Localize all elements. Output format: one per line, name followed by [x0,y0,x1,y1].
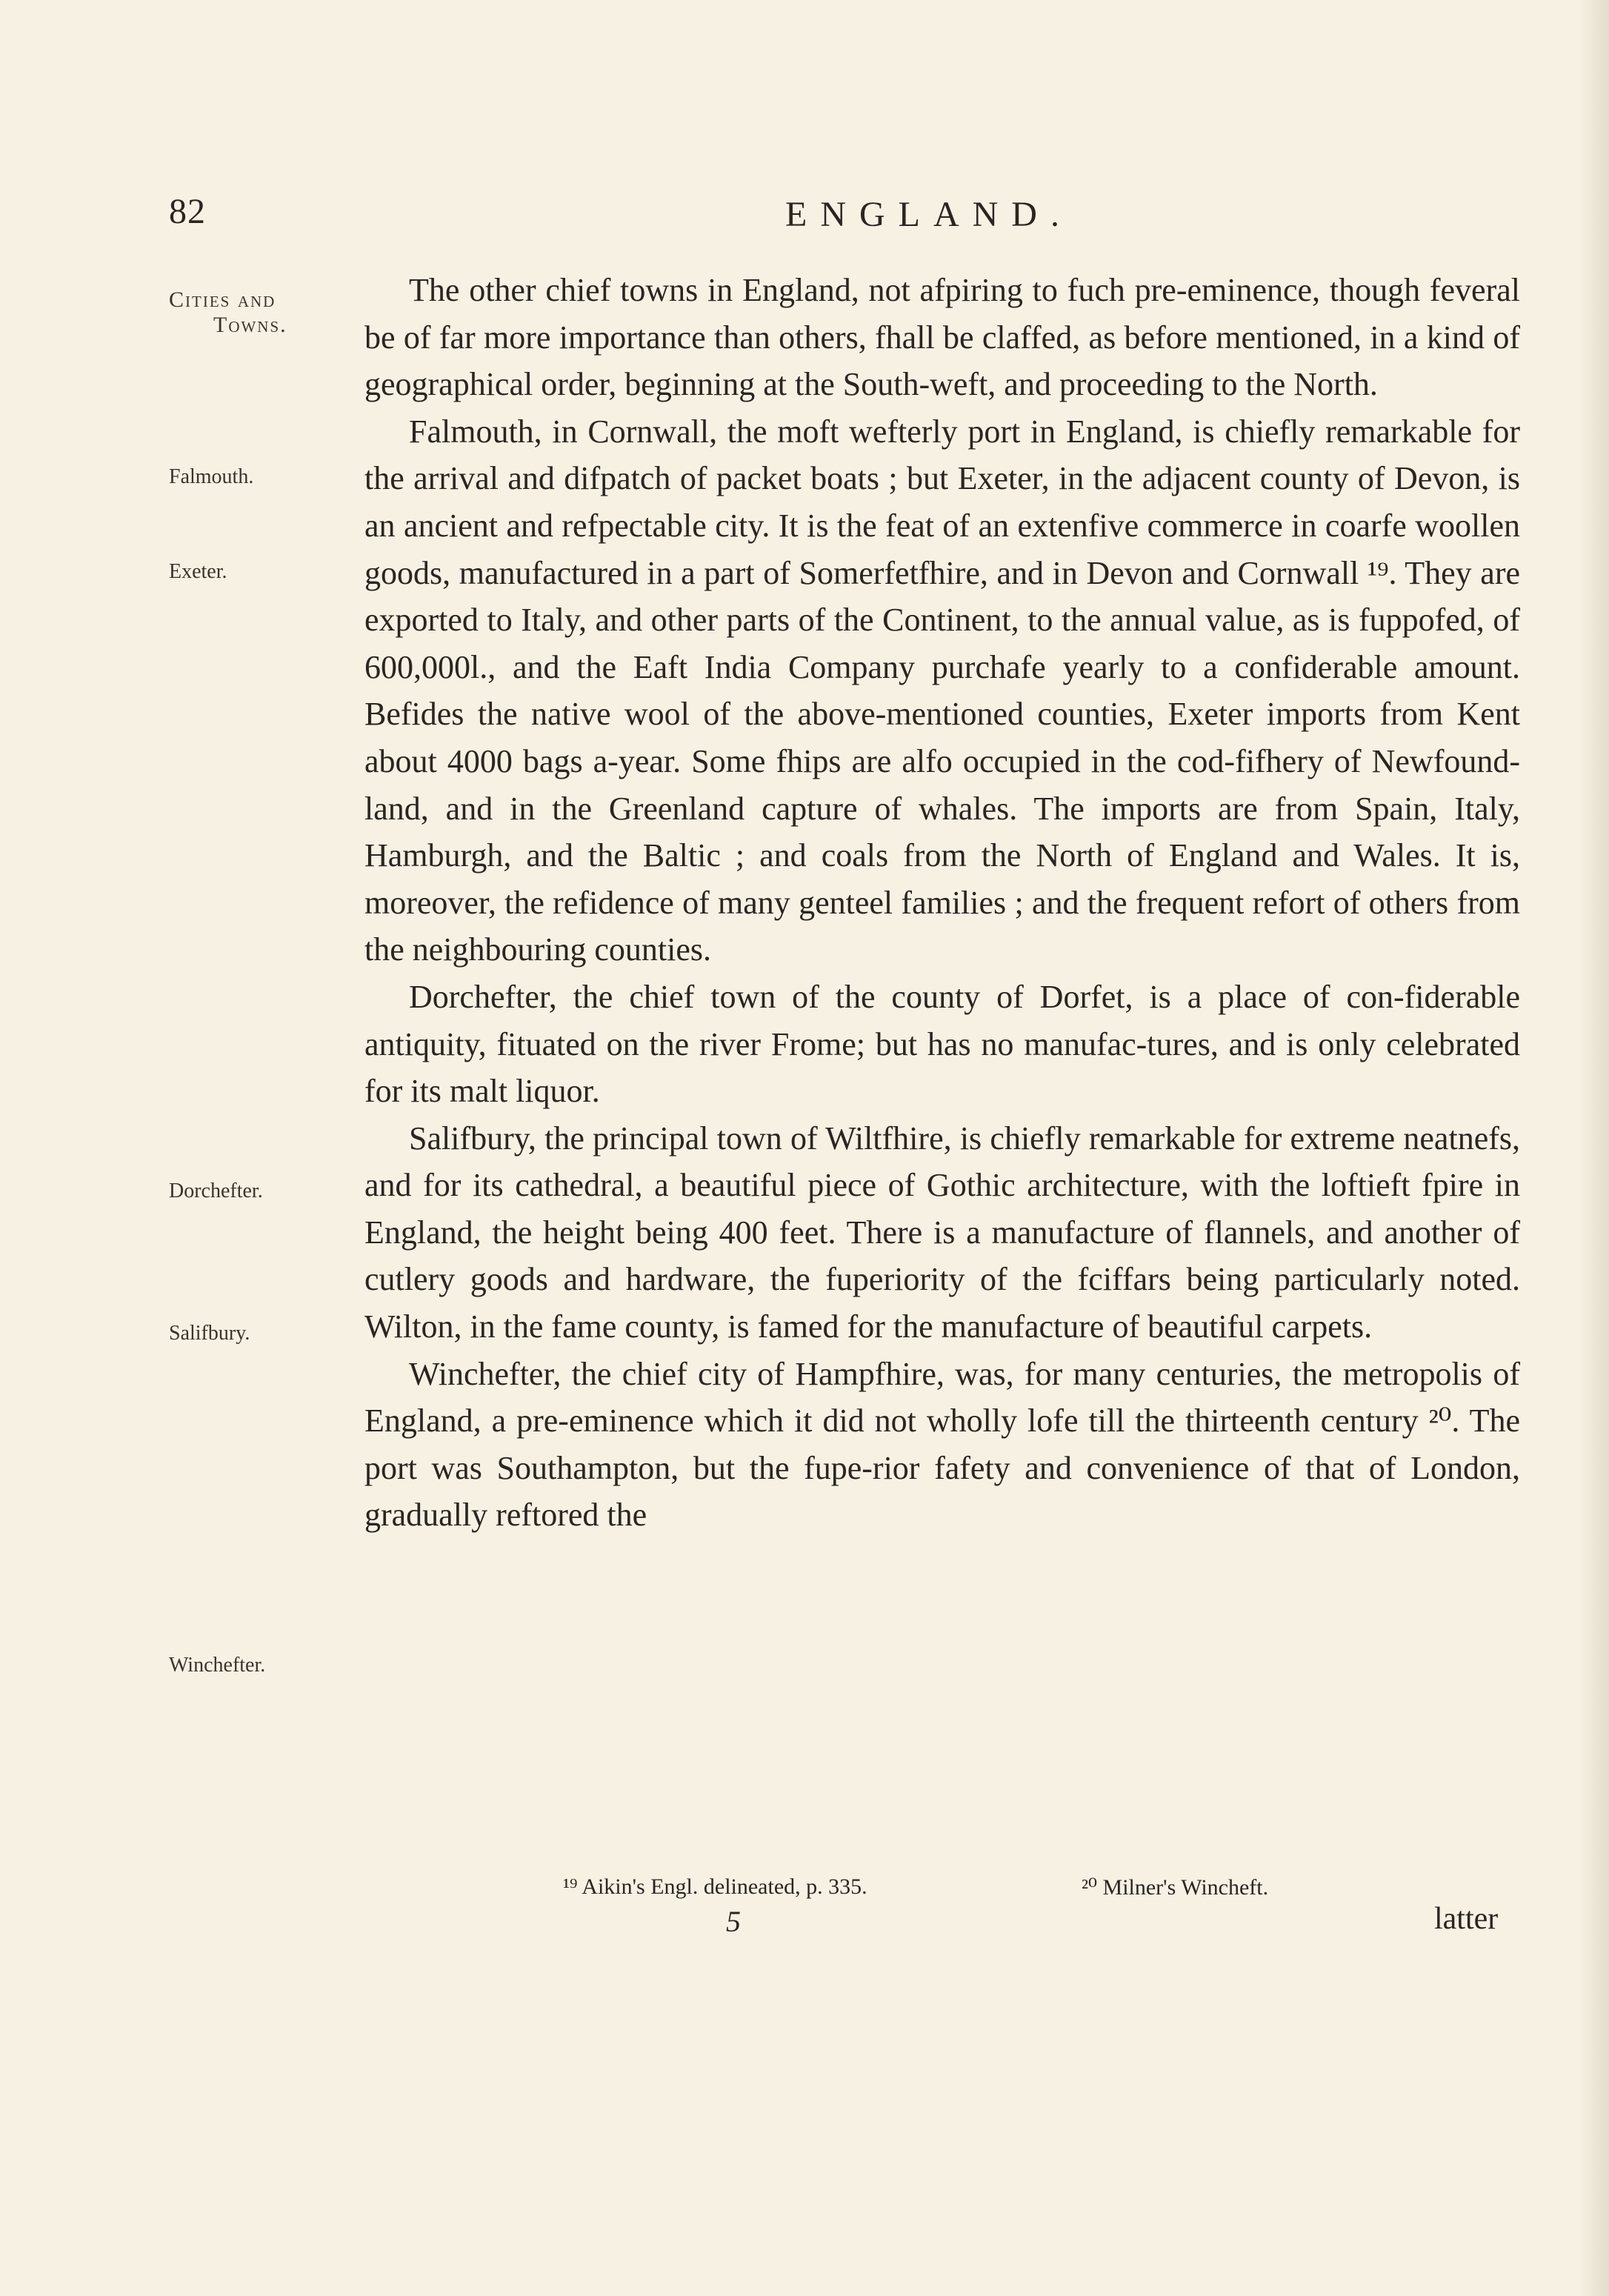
margin-note-line: Towns. [213,313,287,337]
footnote-19: ¹⁹ Aikin's Engl. delineated, p. 335. [563,1874,867,1899]
paragraph-falmouth-exeter: Falmouth, in Cornwall, the moft wefterly port in England, is chiefly remarkable for the arrival and difpatch of packet boats ; but Exeter, in the adjacent county of Devon, is an ancient and refpectable city. It is the feat of an extenfive commerce in coarfe woollen goods, manufactured in a part of Somerfetfhire, and in Devon and Cornwall ¹⁹. They are exported to Italy, and other parts of the Continent, to the annual value, as is fuppofed, of 600,000l., and the Eaft India Company purchafe yearly to a confiderable amount. Befides the native wool of the above-mentioned counties, Exeter imports from Kent about 4000 bags a-year. Some fhips are alfo occupied in the cod-fifhery of Newfound-land, and in the Greenland capture of whales. The imports are from Spain, Italy, Hamburgh, and the Baltic ; and coals from the North of England and Wales. It is, moreover, the refidence of many genteel families ; and the frequent refort of others from the neighbouring counties. [364,413,1520,968]
paragraph-salisbury: Salifbury, the principal town of Wiltfhire, is chiefly remarkable for extreme neatnefs, and for its cathedral, a beautiful piece of Gothic architecture, with the loftieft fpire in England, the height being 400 feet. There is a manufacture of flannels, and another of cutlery goods and hardware, the fuperiority of the fciffars being particularly noted. Wilton, in the fame county, is famed for the manufacture of beautiful carpets. [364,1119,1520,1345]
running-head: ENGLAND. [785,195,1073,234]
page-edge-shadow [1579,0,1609,2296]
margin-note-falmouth: Falmouth. [169,465,254,488]
catchword: latter [1434,1902,1499,1936]
margin-note-salisbury: Salifbury. [169,1322,250,1345]
margin-note-exeter: Exeter. [169,560,227,583]
margin-note-line: Cities and [169,287,276,312]
page-number: 82 [169,192,206,231]
main-text [364,267,1520,1539]
margin-note-dorchester: Dorchefter. [169,1179,263,1202]
margin-note-winchester: Winchefter. [169,1654,266,1677]
paragraph-winchester: Winchefter, the chief city of Hampfhire, was, for many centuries, the metropolis of England, a pre-eminence which it did not wholly lofe till the thirteenth century ²⁰. The port was Southampton, but the fupe-rior fafety and convenience of that of London, gradually reftored the [364,1355,1520,1534]
paragraph-dorchester: Dorchefter, the chief town of the county of Dorfet, is a place of con-fiderable antiquity, fituated on the river Frome; but has no manufac-tures, and is only celebrated for its malt liquor. [364,978,1520,1110]
paragraph-chief-towns: The other chief towns in England, not afpiring to fuch pre-eminence, though feveral be of far more importance than others, fhall be claffed, as before mentioned, in a kind of geographical order, beginning at the South-weft, and proceeding to the North. [364,272,1520,403]
footnote-20: ²⁰ Milner's Wincheft. [1082,1875,1269,1900]
signature-mark: 5 [726,1905,741,1938]
margin-note-cities-and-towns [169,287,287,338]
